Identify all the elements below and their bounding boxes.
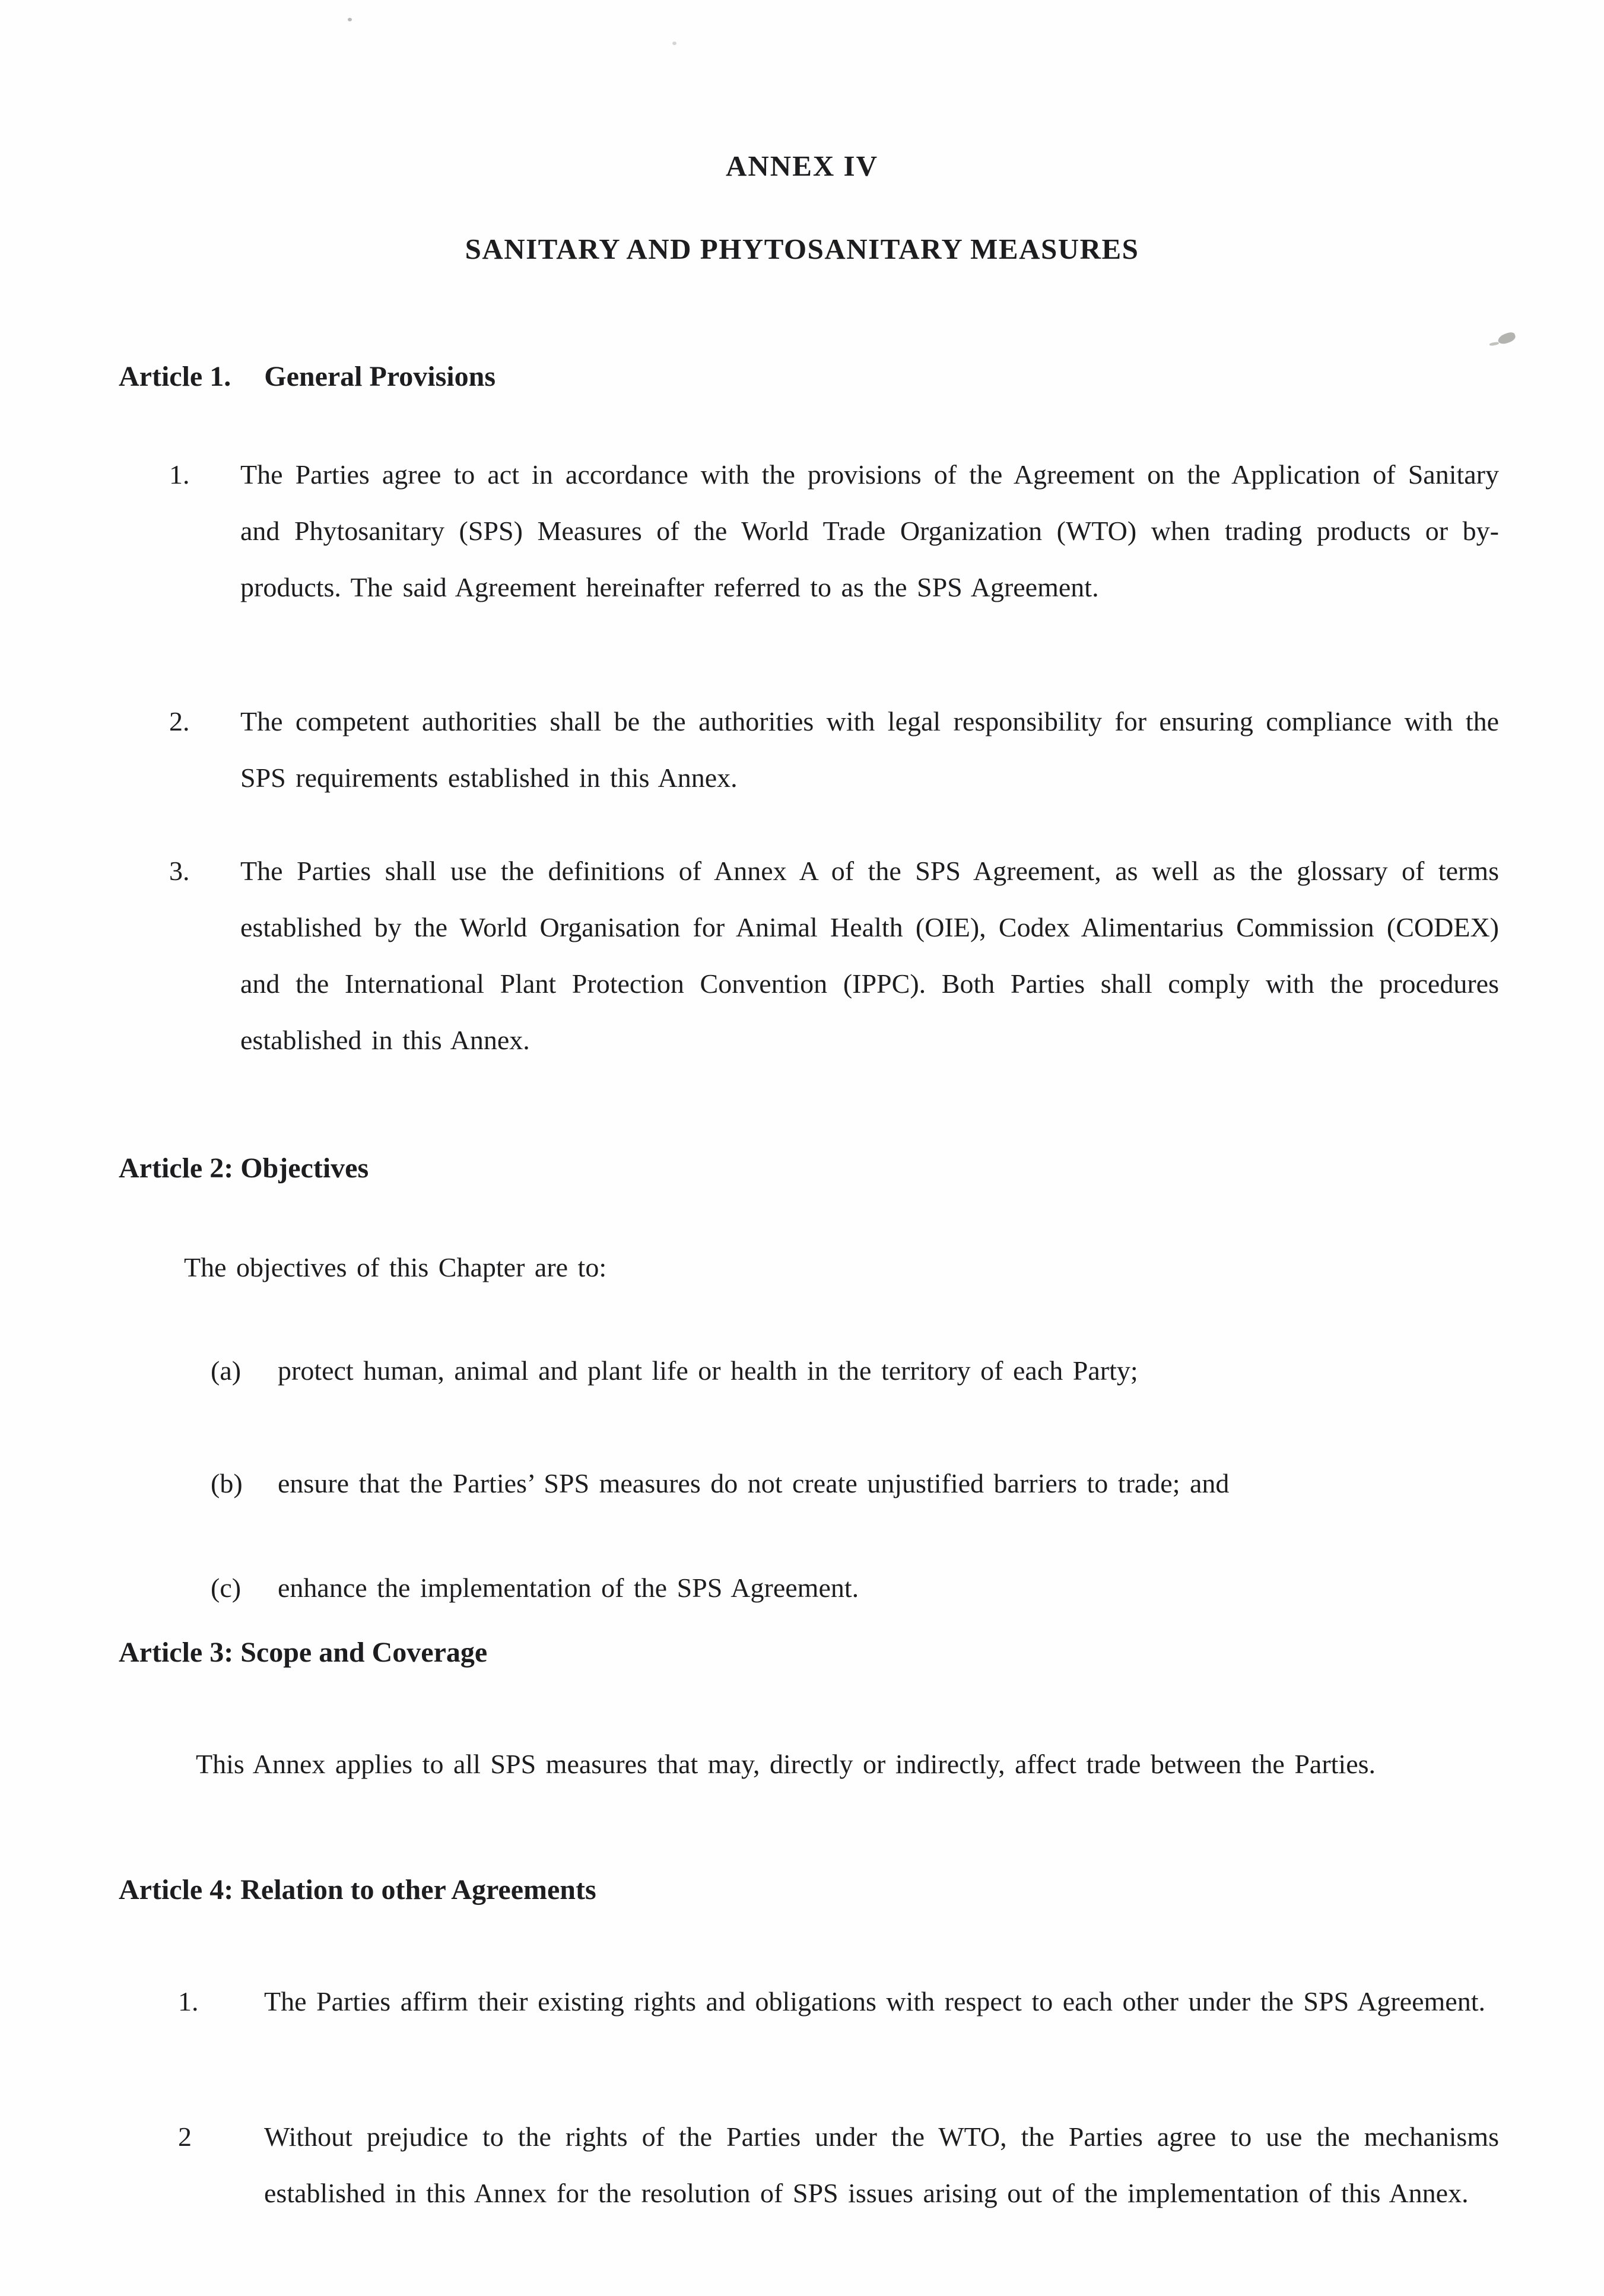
article-1-title: General Provisions <box>264 361 496 392</box>
list-marker: (c) <box>211 1573 242 1603</box>
article-3-heading: Article 3: Scope and Coverage <box>119 1637 488 1668</box>
article-4-heading: Article 4: Relation to other Agreements <box>119 1874 596 1906</box>
paragraph-number: 1. <box>169 459 190 490</box>
page-subtitle: SANITARY AND PHYTOSANITARY MEASURES <box>465 233 1139 265</box>
article-3-body: This Annex applies to all SPS measures that may, directly or indirectly, affect trade between the Parties. <box>196 1749 1376 1779</box>
list-marker: (b) <box>211 1468 243 1498</box>
paragraph-text: The Parties affirm their existing rights and obligations with respect to each other under the SPS Agreement. <box>264 1986 1485 2016</box>
objective-a <box>211 1342 1499 1399</box>
scan-smudge <box>1497 331 1516 345</box>
article-1-paragraph-1 <box>169 446 1499 615</box>
article-1-paragraph-2 <box>169 693 1499 806</box>
article-1-label: Article 1. <box>119 361 231 392</box>
paragraph-number: 2 <box>178 2122 192 2152</box>
paragraph-text: The Parties agree to act in accordance with the provisions of the Agreement on the Application of Sanitary and Phytosanitary (SPS) Measures of the World Trade Organization (WTO) when trading products or by-products. The said Agreement hereinafter referred to as the SPS Agreement. <box>240 459 1499 602</box>
list-item-text: enhance the implementation of the SPS Agreement. <box>278 1573 859 1603</box>
list-marker: (a) <box>211 1355 242 1386</box>
paragraph-text: Without prejudice to the rights of the Parties under the WTO, the Parties agree to use the mechanisms established in this Annex for the resolution of SPS issues arising out of the implementation of this Annex. <box>264 2122 1499 2208</box>
paragraph-number: 2. <box>169 706 190 736</box>
list-item-text: protect human, animal and plant life or health in the territory of each Party; <box>278 1355 1138 1386</box>
paragraph-text: The competent authorities shall be the authorities with legal responsibility for ensuring compliance with the SPS requirements established in this Annex. <box>240 706 1499 793</box>
paragraph-number: 3. <box>169 856 190 886</box>
article-2-heading: Article 2: Objectives <box>119 1152 369 1184</box>
list-item-text: ensure that the Parties’ SPS measures do not create unjustified barriers to trade; and <box>278 1468 1230 1498</box>
paragraph-text: The Parties shall use the definitions of Annex A of the SPS Agreement, as well as the glossary of terms established by the World Organisation for Animal Health (OIE), Codex Alimentarius Commission (CODEX) and the International Plant Protection Convention (IPPC). Both Parties shall comply with the procedures established in this Annex. <box>240 856 1499 1055</box>
page-title: ANNEX IV <box>726 150 878 182</box>
article-1-paragraph-3 <box>169 843 1499 1068</box>
article-4-paragraph-2 <box>178 2108 1499 2221</box>
article-4-paragraph-1 <box>178 1973 1499 2030</box>
objective-c <box>211 1560 1499 1616</box>
scan-speck <box>672 42 676 45</box>
paragraph-number: 1. <box>178 1986 199 2016</box>
article-1-heading <box>119 361 1499 393</box>
scan-speck <box>348 18 352 21</box>
article-2-intro: The objectives of this Chapter are to: <box>184 1252 607 1282</box>
objective-b <box>211 1455 1499 1511</box>
